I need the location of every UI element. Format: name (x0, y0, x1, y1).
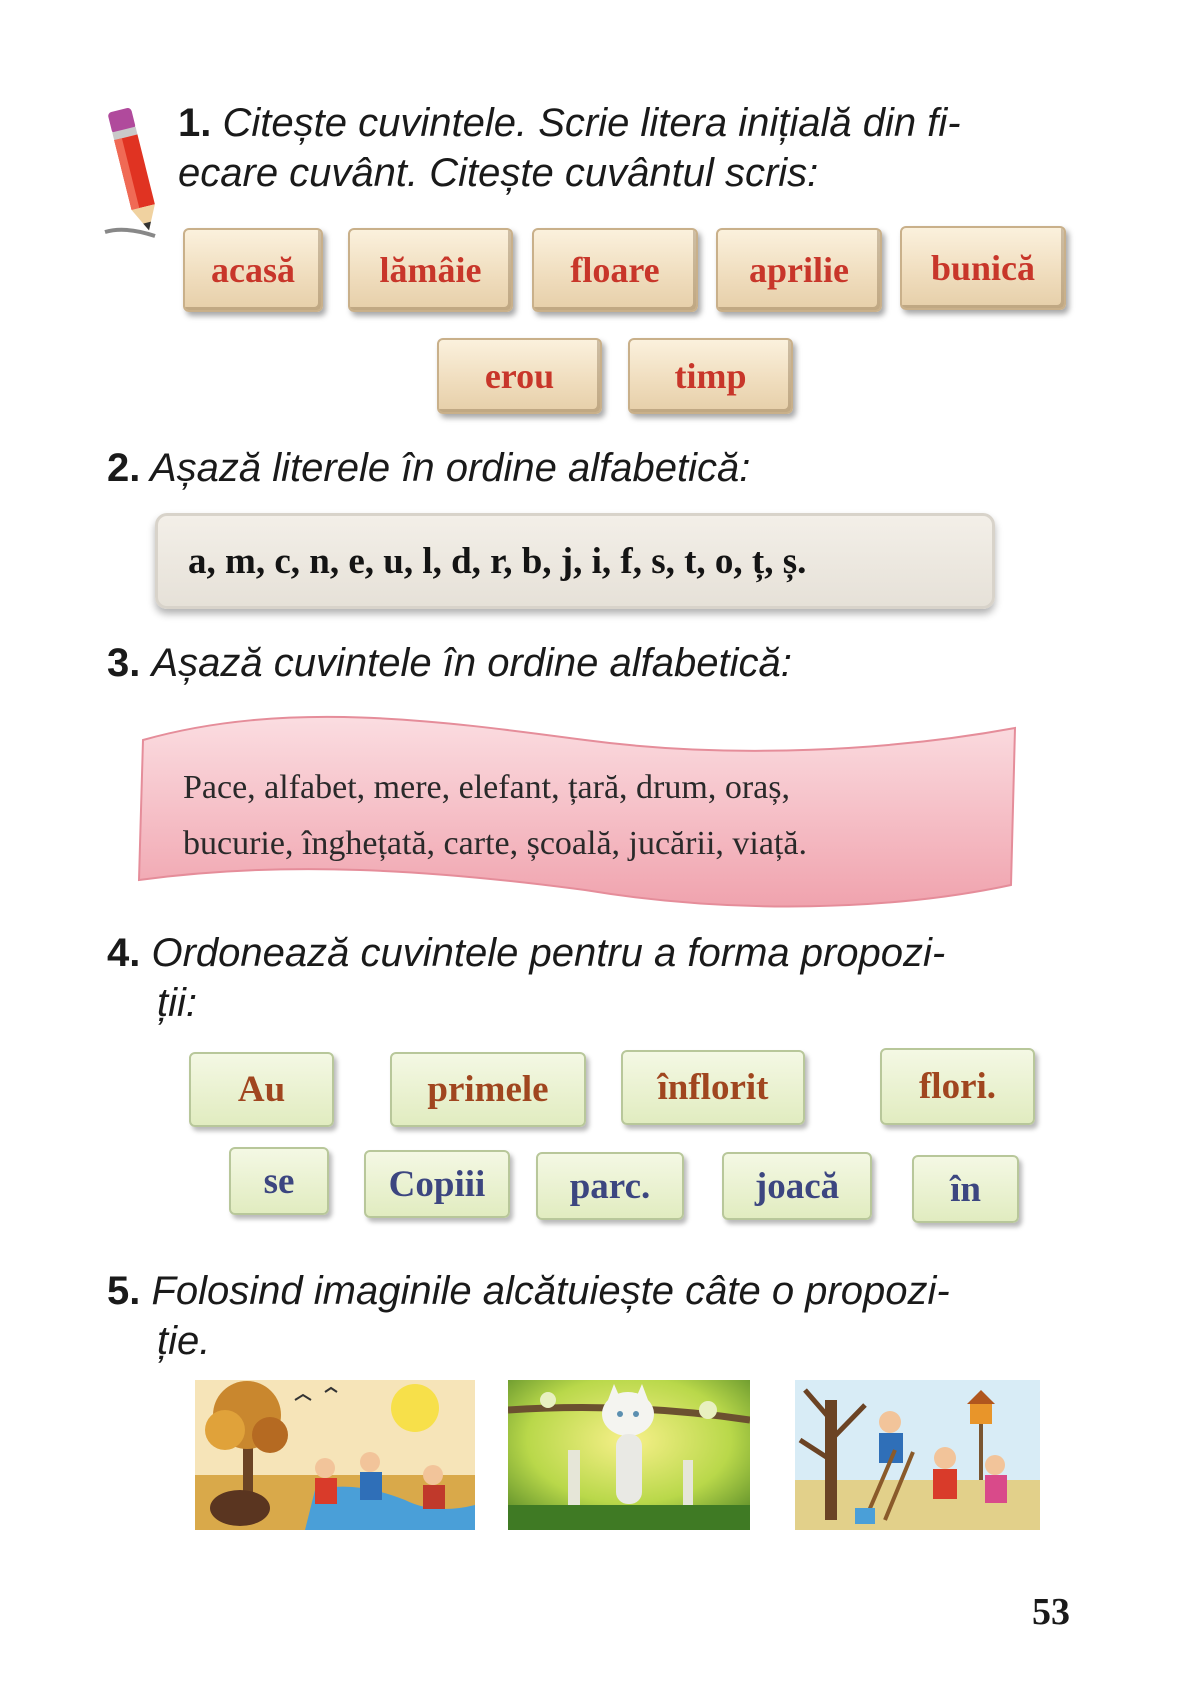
ex2-instruction-text: Așază literele în ordine alfabetică: (150, 446, 751, 490)
ex5-instruction-line2: ție. (157, 1319, 211, 1363)
words-list-line1: Pace, alfabet, mere, elefant, țară, drum, oraș, (183, 769, 790, 806)
ex1-number: 1. (178, 101, 212, 145)
ex2-instruction (107, 443, 1007, 493)
ex2-number: 2. (107, 446, 141, 490)
word-card: Au (189, 1052, 334, 1127)
ex4-instruction (107, 928, 1077, 1028)
pencil-icon (100, 100, 170, 240)
ex3-number: 3. (107, 641, 141, 685)
ex5-instruction (107, 1266, 1077, 1366)
words-list-line2: bucurie, înghețată, carte, școală, jucării, viață. (183, 825, 807, 862)
word-card: flori. (880, 1048, 1035, 1125)
ex1-instruction-line1: Citește cuvintele. Scrie litera inițială din fi- (222, 101, 961, 145)
ex1-instruction (178, 98, 1078, 198)
word-card: erou (437, 338, 602, 414)
word-card: Copiii (364, 1150, 510, 1218)
word-card: înflorit (621, 1050, 805, 1125)
word-card: bunică (900, 226, 1066, 310)
word-card: joacă (722, 1152, 872, 1220)
autumn-forest-children-picture (195, 1380, 475, 1530)
children-birdhouse-picture (795, 1380, 1040, 1530)
word-card: aprilie (716, 228, 882, 312)
word-card: primele (390, 1052, 586, 1127)
words-list (183, 760, 983, 872)
kitten-on-branch-picture (508, 1380, 750, 1530)
ex1-instruction-line2: ecare cuvânt. Citește cuvântul scris: (178, 151, 819, 195)
word-card: se (229, 1147, 329, 1215)
ex5-number: 5. (107, 1269, 141, 1313)
ex4-number: 4. (107, 931, 141, 975)
ex5-instruction-line1: Folosind imaginile alcătuiește câte o propozi- (151, 1269, 950, 1313)
letters-box (155, 513, 995, 609)
word-card: timp (628, 338, 793, 414)
ex4-instruction-line1: Ordonează cuvintele pentru a forma propozi- (151, 931, 946, 975)
word-card: acasă (183, 228, 323, 312)
ex4-instruction-line2: ții: (157, 981, 197, 1025)
page-number: 53 (1032, 1591, 1070, 1633)
word-card: în (912, 1155, 1019, 1223)
ex3-instruction (107, 638, 1007, 688)
word-card: floare (532, 228, 698, 312)
letters-text: a, m, c, n, e, u, l, d, r, b, j, i, f, s, t, o, ț, ș. (188, 540, 807, 582)
ex3-instruction-text: Așază cuvintele în ordine alfabetică: (151, 641, 792, 685)
word-card: parc. (536, 1152, 684, 1220)
word-card: lămâie (348, 228, 513, 312)
